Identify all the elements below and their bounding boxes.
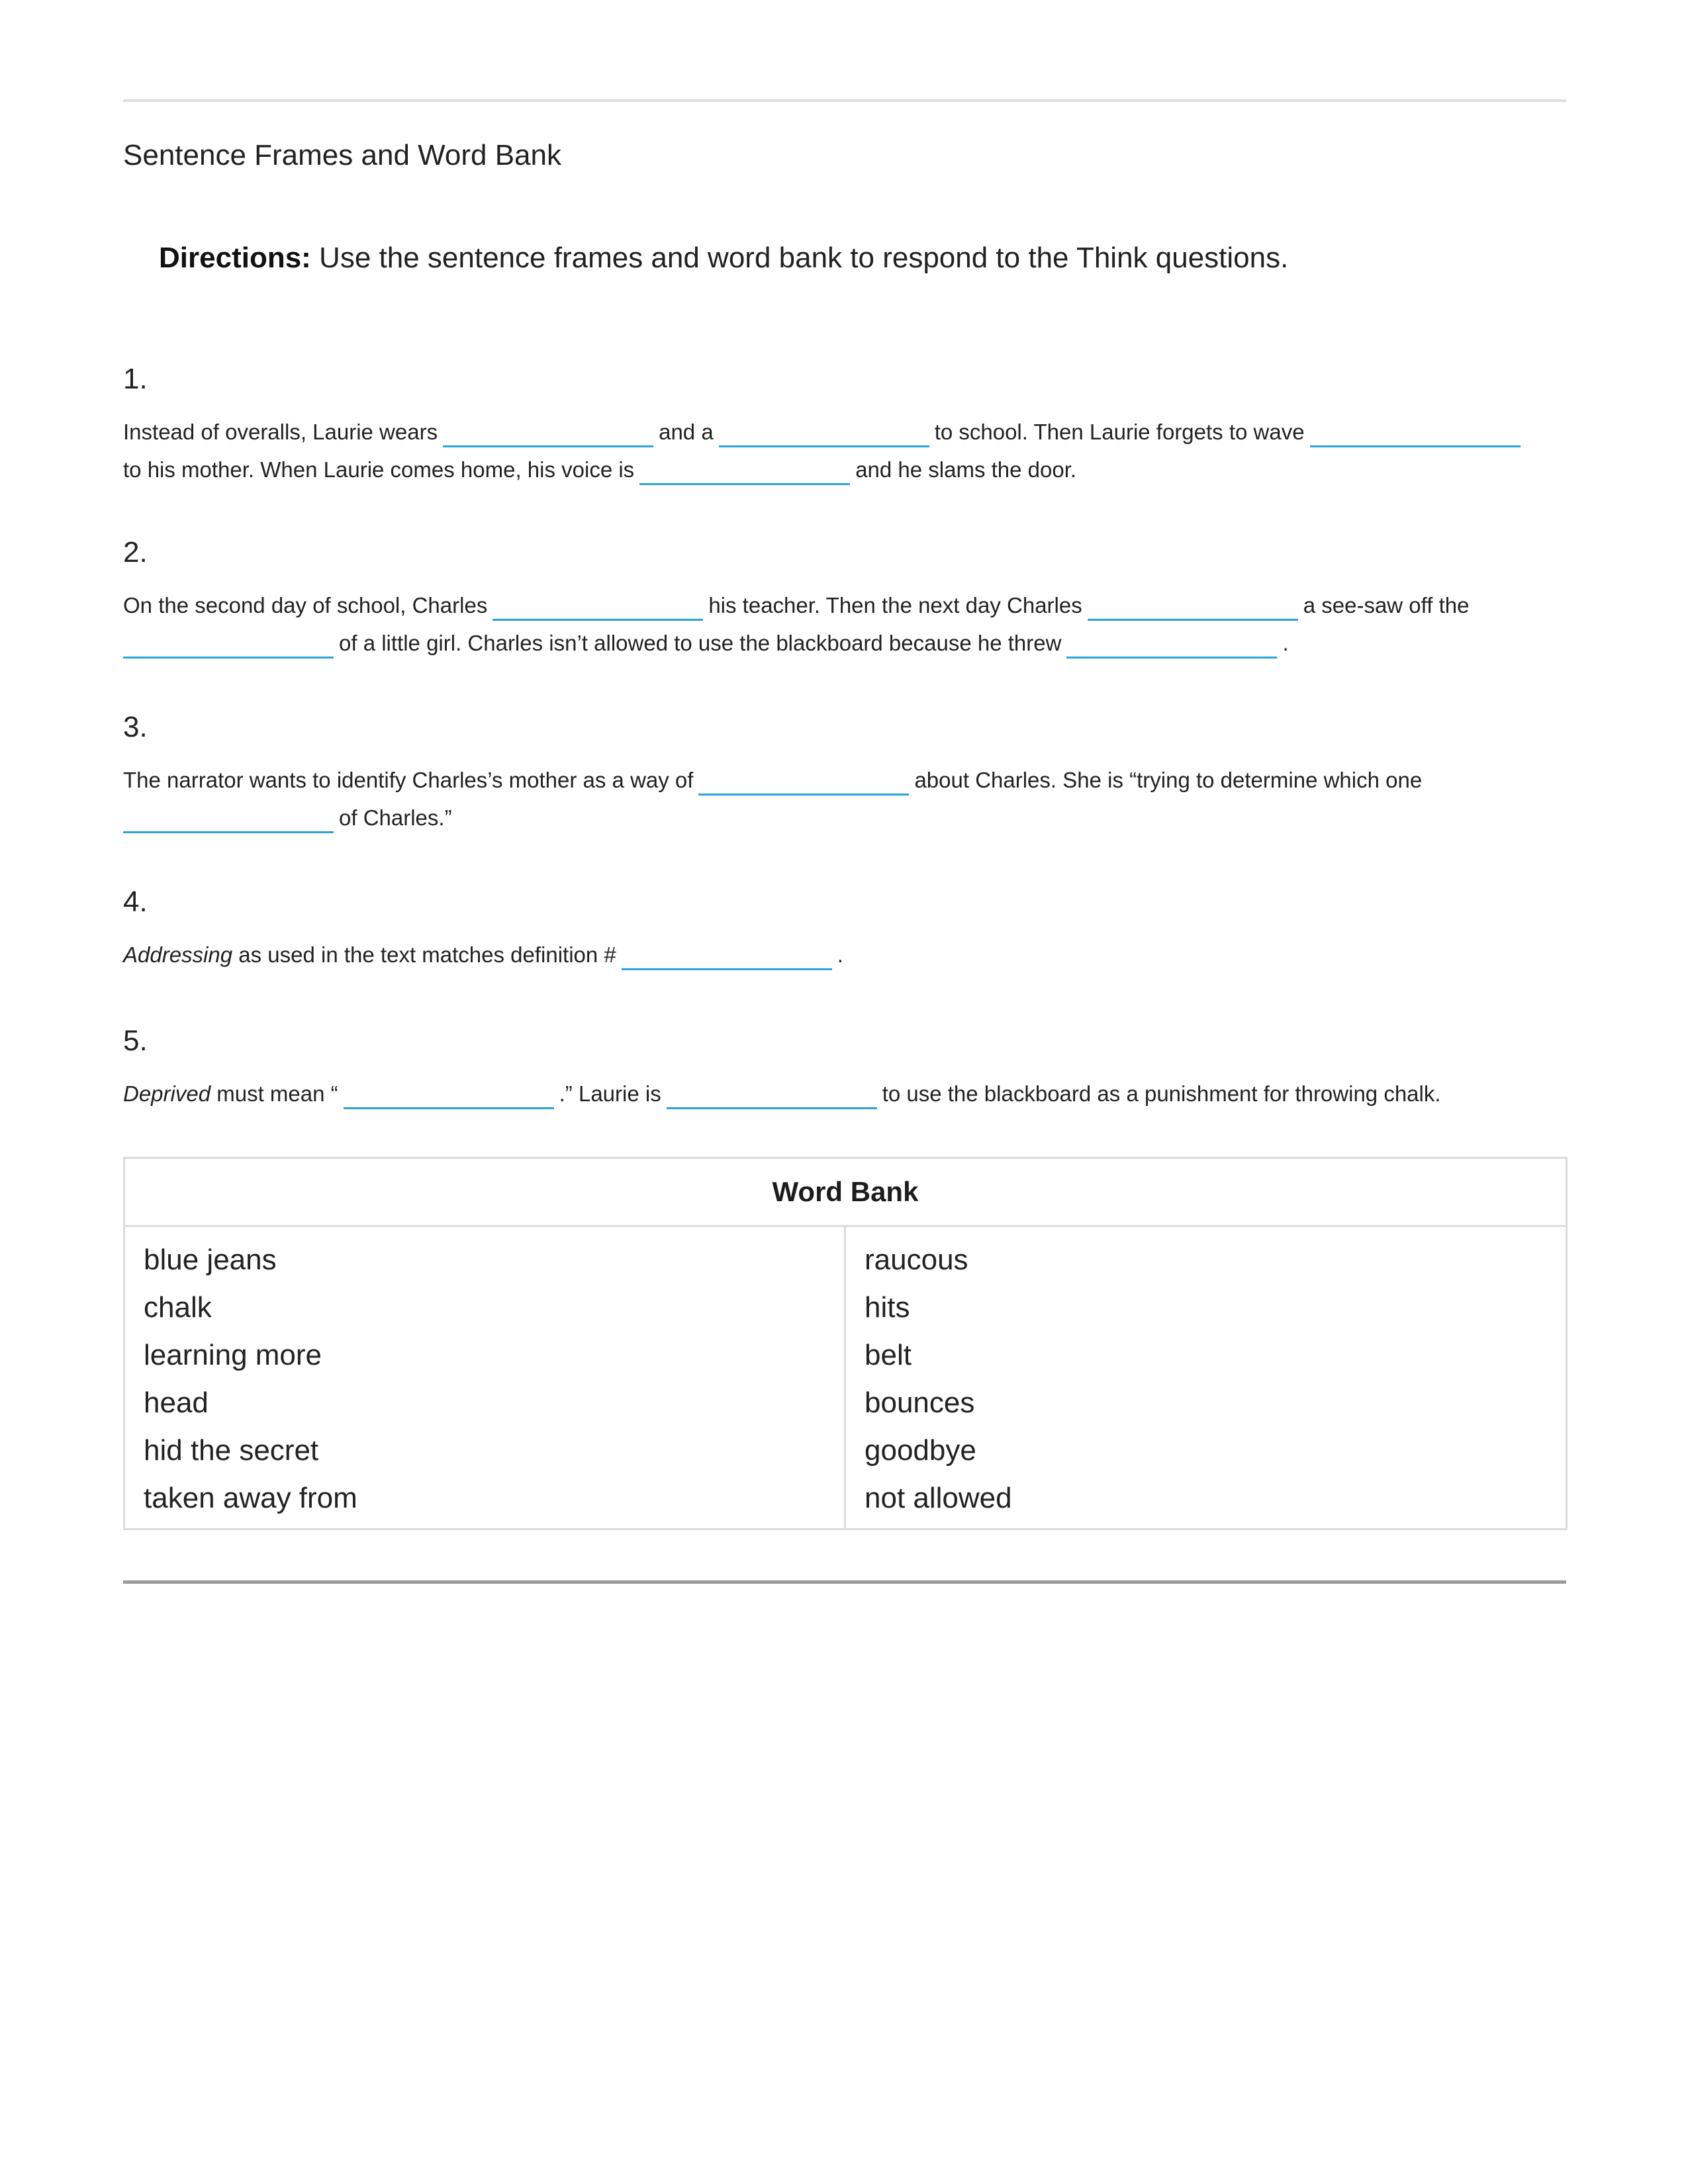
word-bank-item: taken away from (144, 1482, 357, 1514)
answer-blank[interactable] (344, 1083, 554, 1109)
frame-text: The narrator wants to identify Charles’s mother as a way of (123, 768, 694, 792)
vocab-word: Addressing (123, 942, 233, 967)
question-text (123, 761, 1579, 837)
question-number: 1. (123, 363, 148, 395)
bottom-divider (123, 1580, 1566, 1584)
answer-blank[interactable] (443, 422, 653, 447)
word-bank-item: raucous (865, 1244, 968, 1276)
question-text (123, 586, 1579, 662)
answer-blank[interactable] (719, 422, 929, 447)
word-bank-right-column (846, 1227, 1566, 1530)
question-1 (123, 363, 1579, 488)
frame-text: of Charles.” (339, 805, 452, 830)
frame-text: his teacher. Then the next day Charles (708, 593, 1082, 617)
word-bank-item: hits (865, 1291, 910, 1324)
frame-text: as used in the text matches definition # (232, 942, 616, 967)
question-5 (123, 1024, 1579, 1113)
question-number: 2. (123, 536, 148, 569)
word-bank-table (123, 1157, 1568, 1530)
word-bank-item: belt (865, 1339, 912, 1371)
word-bank-item: chalk (144, 1291, 212, 1324)
question-3 (123, 711, 1579, 837)
frame-text: must mean “ (211, 1081, 338, 1106)
question-number: 3. (123, 711, 148, 743)
frame-text: .” Laurie is (559, 1081, 661, 1106)
frame-text: Instead of overalls, Laurie wears (123, 420, 438, 444)
frame-text: about Charles. She is “trying to determine which one (914, 768, 1423, 792)
frame-text: of a little girl. Charles isn’t allowed to use the blackboard because he threw (339, 631, 1062, 655)
word-bank-item: bounces (865, 1387, 975, 1419)
directions-label: Directions: (159, 242, 311, 274)
frame-text: a see-saw off the (1303, 593, 1470, 617)
word-bank-item: head (144, 1387, 209, 1419)
word-bank-item: blue jeans (144, 1244, 277, 1276)
question-2 (123, 536, 1579, 662)
answer-blank[interactable] (1066, 633, 1277, 659)
word-bank-title: Word Bank (125, 1159, 1566, 1227)
word-bank-item: learning more (144, 1339, 322, 1371)
answer-blank[interactable] (1088, 595, 1298, 621)
word-bank-item: hid the secret (144, 1434, 319, 1467)
frame-text: . (1282, 631, 1289, 655)
question-number: 4. (123, 886, 148, 918)
frame-text: and he slams the door. (855, 457, 1077, 482)
answer-blank[interactable] (698, 770, 909, 796)
frame-text: On the second day of school, Charles (123, 593, 488, 617)
answer-blank[interactable] (123, 633, 334, 659)
word-bank-item: goodbye (865, 1434, 976, 1467)
question-text (123, 1075, 1579, 1113)
frame-text: to his mother. When Laurie comes home, his voice is (123, 457, 635, 482)
answer-blank[interactable] (1310, 422, 1521, 447)
directions-text: Use the sentence frames and word bank to respond to the Think questions. (310, 242, 1289, 274)
directions (159, 242, 1288, 275)
answer-blank[interactable] (123, 807, 334, 833)
question-number: 5. (123, 1024, 148, 1057)
answer-blank[interactable] (639, 459, 850, 485)
page-title: Sentence Frames and Word Bank (123, 139, 561, 171)
word-bank-left-column (125, 1227, 846, 1530)
top-divider (123, 99, 1566, 102)
question-text (123, 936, 1579, 974)
frame-text: . (837, 942, 843, 967)
answer-blank[interactable] (622, 944, 832, 970)
word-bank-item: not allowed (865, 1482, 1012, 1514)
frame-text: to use the blackboard as a punishment for throwing chalk. (882, 1081, 1441, 1106)
question-text (123, 413, 1579, 488)
vocab-word: Deprived (123, 1081, 211, 1106)
answer-blank[interactable] (667, 1083, 877, 1109)
word-bank-body (125, 1227, 1566, 1530)
question-4 (123, 886, 1579, 974)
frame-text: and a (659, 420, 714, 444)
frame-text: to school. Then Laurie forgets to wave (934, 420, 1305, 444)
answer-blank[interactable] (492, 595, 703, 621)
